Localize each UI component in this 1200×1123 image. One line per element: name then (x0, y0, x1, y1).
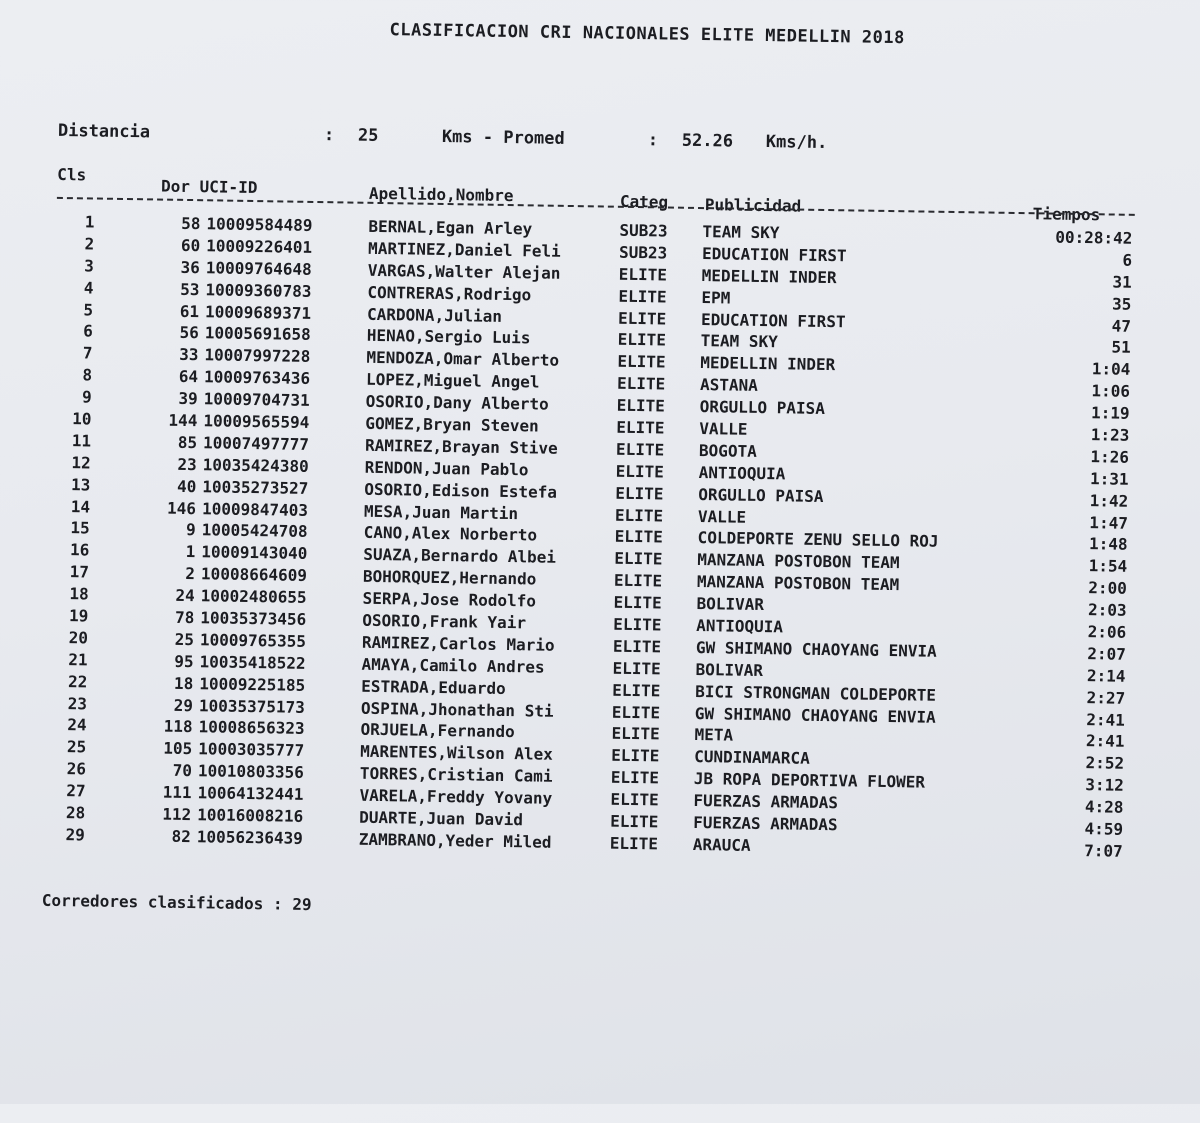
bib-cell: 61 (179, 301, 200, 321)
time-cell: 1:42 (1089, 490, 1129, 511)
bib-cell: 82 (171, 826, 192, 847)
time-cell: 35 (1111, 294, 1132, 314)
rider-name-cell: MARTINEZ,Daniel Feli (367, 238, 561, 261)
bib-cell: 29 (173, 695, 194, 715)
rider-name-cell: LOPEZ,Miguel Angel (365, 370, 540, 392)
rider-name-cell: OSORIO,Edison Estefa (364, 479, 558, 502)
category-cell: ELITE (609, 833, 659, 854)
category-cell: ELITE (613, 592, 662, 613)
rider-name-cell: GOMEZ,Bryan Steven (365, 413, 539, 436)
team-cell: EDUCATION FIRST (701, 243, 847, 266)
uci-id-cell: 10016008216 (197, 805, 304, 826)
col-tiempos: Tiempos (1032, 204, 1101, 225)
rank-cell: 11 (71, 431, 92, 451)
time-cell: 51 (1111, 337, 1131, 358)
rank-cell: 15 (70, 518, 90, 538)
rider-name-cell: CONTRERAS,Rodrigo (367, 282, 532, 305)
rider-name-cell: SUAZA,Bernardo Albei (363, 545, 557, 568)
rank-cell: 16 (69, 540, 90, 560)
bib-cell: 85 (177, 432, 198, 453)
time-cell: 2:41 (1086, 709, 1125, 730)
rank-cell: 20 (68, 628, 89, 648)
results-table (47, 211, 1137, 863)
uci-id-cell: 10009565594 (203, 411, 310, 432)
team-cell: TEAM SKY (700, 331, 778, 352)
category-cell: ELITE (618, 264, 668, 285)
uci-id-cell: 10008656323 (198, 717, 305, 739)
time-cell: 47 (1111, 316, 1132, 336)
category-cell: ELITE (614, 527, 663, 547)
time-cell: 7:07 (1084, 841, 1123, 861)
time-cell: 31 (1112, 272, 1132, 292)
rank-cell: 19 (68, 606, 89, 626)
uci-id-cell: 10035273527 (202, 476, 309, 498)
bib-cell: 24 (175, 585, 195, 606)
team-cell: TEAM SKY (702, 222, 780, 243)
col-cls: Cls (57, 164, 87, 185)
time-cell: 00:28:42 (1055, 227, 1133, 248)
uci-id-cell: 10009763436 (203, 367, 311, 389)
rank-cell: 25 (66, 737, 87, 757)
rank-cell: 23 (67, 693, 88, 714)
uci-id-cell: 10035375173 (198, 695, 306, 717)
category-cell: SUB23 (619, 220, 668, 241)
category-cell: ELITE (616, 417, 665, 438)
bib-cell: 58 (181, 213, 201, 234)
rank-cell: 18 (69, 584, 89, 604)
bib-cell: 18 (173, 673, 194, 693)
uci-id-cell: 10009689371 (204, 301, 312, 323)
uci-id-cell: 10002480655 (200, 586, 307, 608)
rider-name-cell: DUARTE,Juan David (359, 807, 524, 830)
category-cell: ELITE (610, 789, 659, 810)
bib-cell: 1 (185, 542, 196, 562)
rider-name-cell: OSPINA,Jhonathan Sti (360, 698, 554, 721)
rank-cell: 9 (81, 387, 92, 407)
category-cell: ELITE (611, 746, 660, 766)
category-cell: ELITE (612, 658, 661, 679)
team-cell: VALLE (697, 506, 747, 527)
category-cell: ELITE (614, 505, 664, 526)
uci-id-cell: 10008664609 (200, 564, 308, 586)
team-cell: BOLIVAR (695, 659, 764, 680)
bib-cell: 33 (179, 345, 199, 365)
category-cell: ELITE (617, 330, 667, 350)
rank-cell: 29 (65, 825, 86, 845)
rider-name-cell: VARGAS,Walter Alejan (367, 260, 561, 283)
bib-cell: 70 (172, 761, 193, 781)
time-cell: 1:54 (1088, 556, 1128, 577)
col-categ: Categ (619, 191, 669, 212)
time-cell: 4:59 (1084, 819, 1124, 839)
team-cell: GW SHIMANO CHAOYANG ENVIA (695, 637, 937, 661)
uci-id-cell: 10009226401 (206, 236, 313, 257)
bib-cell: 56 (179, 323, 199, 343)
bib-cell: 118 (163, 717, 193, 737)
bib-cell: 39 (178, 388, 198, 409)
team-cell: COLDEPORTE ZENU SELLO ROJ (697, 528, 939, 552)
category-cell: ELITE (614, 549, 663, 569)
uci-id-cell: 10009143040 (201, 542, 308, 564)
classified-riders-count: Corredores clasificados : 29 (41, 890, 312, 915)
rider-name-cell: OSORIO,Frank Yair (362, 610, 527, 633)
team-cell: VALLE (699, 419, 748, 439)
category-cell: ELITE (613, 614, 662, 635)
team-cell: ANTIOQUIA (698, 462, 786, 484)
rank-cell: 2 (84, 234, 95, 254)
team-cell: FUERZAS ARMADAS (693, 813, 838, 835)
bib-cell: 78 (174, 607, 195, 628)
time-cell: 2:07 (1087, 644, 1127, 664)
category-cell: ELITE (611, 724, 660, 744)
rank-cell: 1 (84, 212, 95, 232)
rank-cell: 7 (82, 343, 93, 363)
distance-value: 25 (357, 125, 379, 146)
uci-id-cell: 10003035777 (198, 739, 305, 761)
rank-cell: 21 (68, 649, 88, 670)
rank-cell: 27 (66, 781, 86, 801)
category-cell: ELITE (618, 286, 667, 307)
bib-cell: 40 (176, 476, 197, 496)
team-cell: BICI STRONGMAN COLDEPORTE (695, 681, 937, 705)
rank-cell: 4 (83, 278, 94, 298)
rank-cell: 3 (84, 256, 94, 276)
rider-name-cell: BERNAL,Egan Arley (368, 216, 533, 239)
time-cell: 1:48 (1088, 534, 1128, 555)
bib-cell: 2 (185, 564, 196, 584)
rank-cell: 17 (69, 562, 90, 582)
bib-cell: 36 (180, 257, 200, 277)
category-cell: ELITE (610, 767, 660, 788)
uci-id-cell: 10005691658 (204, 323, 311, 345)
distance-label: Distancia (57, 120, 151, 143)
time-cell: 2:00 (1088, 578, 1128, 599)
time-cell: 2:41 (1085, 731, 1125, 752)
team-cell: EPM (701, 287, 731, 308)
bib-cell: 112 (162, 804, 192, 825)
category-cell: ELITE (615, 439, 665, 460)
category-cell: ELITE (617, 352, 666, 372)
bib-cell: 53 (180, 279, 200, 299)
uci-id-cell: 10009360783 (205, 279, 312, 301)
team-cell: ORGULLO PAISA (698, 484, 824, 506)
rank-cell: 6 (83, 321, 93, 341)
team-cell: FUERZAS ARMADAS (693, 791, 839, 813)
time-cell: 2:27 (1086, 687, 1126, 708)
time-cell: 1:23 (1090, 425, 1130, 445)
speed-unit: Kms/h. (765, 132, 828, 154)
team-cell: MEDELLIN INDER (701, 265, 837, 287)
team-cell: CUNDINAMARCA (694, 747, 810, 769)
rider-name-cell: CANO,Alex Norberto (363, 523, 538, 545)
bib-cell: 95 (174, 651, 194, 671)
bib-cell: 105 (163, 739, 193, 759)
category-cell: ELITE (611, 702, 661, 723)
rider-name-cell: MARENTES,Wilson Alex (360, 742, 554, 765)
category-cell: ELITE (616, 373, 666, 394)
team-cell: BOGOTA (698, 440, 757, 461)
team-cell: ANTIOQUIA (696, 616, 784, 637)
team-cell: MANZANA POSTOBON TEAM (697, 550, 900, 573)
time-cell: 1:47 (1089, 512, 1129, 533)
kms-promed-label: Kms - Promed (441, 126, 565, 149)
bib-cell: 64 (178, 367, 199, 387)
rank-cell: 12 (71, 452, 91, 473)
rider-name-cell: TORRES,Cristian Cami (359, 764, 553, 787)
category-cell: ELITE (617, 308, 667, 329)
bib-cell: 111 (162, 782, 192, 803)
uci-id-cell: 10009225185 (199, 673, 306, 695)
uci-id-cell: 10035418522 (199, 652, 306, 673)
bib-cell: 60 (180, 235, 201, 256)
rider-name-cell: CARDONA,Julian (366, 304, 503, 326)
bib-cell: 144 (168, 410, 198, 431)
bib-cell: 9 (185, 520, 196, 540)
uci-id-cell: 10007997228 (204, 345, 311, 367)
bib-cell: 25 (174, 629, 195, 650)
uci-id-cell: 10064132441 (197, 783, 304, 805)
uci-id-cell: 10009704731 (203, 389, 310, 411)
rider-name-cell: MENDOZA,Omar Alberto (366, 348, 560, 371)
uci-id-cell: 10035424380 (202, 455, 309, 476)
rider-name-cell: MESA,Juan Martin (363, 501, 519, 523)
rider-name-cell: AMAYA,Camilo Andres (361, 654, 545, 677)
uci-id-cell: 10010803356 (197, 761, 305, 783)
time-cell: 4:28 (1084, 797, 1124, 817)
average-separator: : (647, 130, 659, 151)
team-cell: JB ROPA DEPORTIVA FLOWER (693, 769, 926, 792)
rider-name-cell: RAMIREZ,Carlos Mario (361, 632, 555, 655)
time-cell: 1:26 (1090, 447, 1130, 467)
team-cell: EDUCATION FIRST (700, 309, 846, 331)
category-cell: ELITE (613, 570, 663, 591)
rank-cell: 22 (67, 671, 88, 692)
category-cell: ELITE (612, 680, 661, 701)
uci-id-cell: 10056236439 (196, 827, 303, 848)
category-cell: ELITE (610, 811, 659, 832)
time-cell: 2:03 (1087, 600, 1127, 620)
team-cell: META (694, 725, 734, 746)
uci-id-cell: 10007497777 (202, 433, 310, 454)
uci-id-cell: 10009764648 (205, 258, 312, 279)
team-cell: GW SHIMANO CHAOYANG ENVIA (694, 703, 936, 727)
page-title: CLASIFICACION CRI NACIONALES ELITE MEDELLIN 2018 (389, 20, 905, 49)
team-cell: MANZANA POSTOBON TEAM (696, 572, 900, 595)
category-cell: ELITE (612, 636, 662, 657)
rank-cell: 26 (66, 759, 87, 779)
rider-name-cell: OSORIO,Dany Alberto (365, 391, 549, 414)
category-cell: ELITE (615, 461, 664, 482)
rank-cell: 28 (65, 803, 86, 823)
rider-name-cell: HENAO,Sergio Luis (366, 326, 531, 348)
col-publicidad: Publicidad (704, 195, 802, 216)
rider-name-cell: SERPA,Jose Rodolfo (362, 588, 537, 611)
uci-id-cell: 10009765355 (199, 630, 307, 651)
team-cell: MEDELLIN INDER (700, 353, 836, 375)
category-cell: SUB23 (618, 242, 668, 263)
rank-cell: 24 (67, 715, 87, 735)
rider-name-cell: RENDON,Juan Pablo (364, 457, 529, 480)
rider-name-cell: VARELA,Freddy Yovany (359, 785, 553, 808)
distance-separator: : (323, 125, 335, 146)
rider-name-cell: ESTRADA,Eduardo (361, 676, 506, 698)
rank-cell: 8 (82, 365, 93, 385)
uci-id-cell: 10005424708 (201, 520, 308, 542)
bib-cell: 146 (166, 498, 197, 518)
team-cell: ASTANA (699, 375, 758, 396)
time-cell: 6 (1122, 250, 1133, 270)
team-cell: ARAUCA (692, 834, 751, 855)
time-cell: 1:31 (1089, 468, 1129, 489)
rider-name-cell: ZAMBRANO,Yeder Miled (358, 829, 552, 852)
rank-cell: 13 (70, 474, 91, 495)
uci-id-cell: 10035373456 (200, 608, 307, 629)
time-cell: 1:19 (1090, 403, 1130, 423)
time-cell: 2:52 (1085, 753, 1125, 774)
average-speed-value: 52.26 (681, 130, 734, 152)
rank-cell: 14 (70, 496, 91, 517)
uci-id-cell: 10009584489 (206, 214, 313, 235)
time-cell: 1:06 (1091, 381, 1131, 402)
category-cell: ELITE (616, 395, 666, 416)
rank-cell: 5 (83, 299, 94, 320)
col-name: Apellido,Nombre (368, 183, 514, 206)
uci-id-cell: 10009847403 (201, 498, 309, 520)
team-cell: BOLIVAR (696, 594, 765, 615)
time-cell: 3:12 (1085, 775, 1124, 796)
rider-name-cell: BOHORQUEZ,Hernando (362, 567, 537, 589)
bib-cell: 23 (177, 454, 197, 474)
rider-name-cell: RAMIREZ,Brayan Stive (364, 435, 558, 458)
rider-name-cell: ORJUELA,Fernando (360, 720, 515, 742)
time-cell: 2:06 (1087, 622, 1127, 642)
category-cell: ELITE (615, 483, 664, 504)
team-cell: ORGULLO PAISA (699, 397, 826, 419)
time-cell: 2:14 (1086, 665, 1126, 686)
col-dor-uci: Dor UCI-ID (160, 176, 258, 198)
time-cell: 1:04 (1091, 359, 1131, 380)
rank-cell: 10 (72, 409, 92, 429)
